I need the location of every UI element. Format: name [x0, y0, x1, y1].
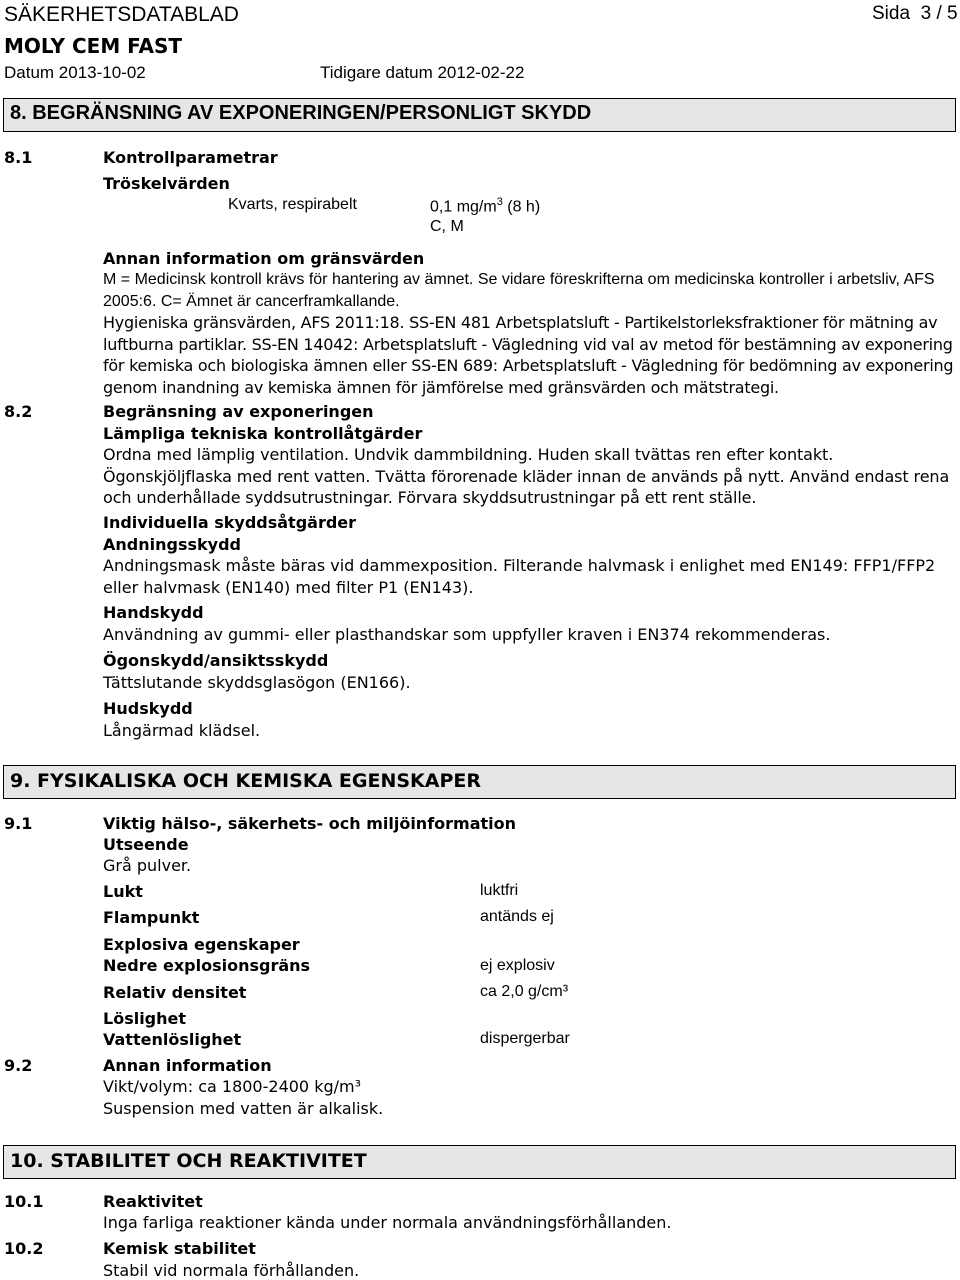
section-8-1-title: Kontrollparametrar: [103, 148, 278, 167]
hand-protection-text: Användning av gummi- eller plasthandskar som uppfyller kraven i EN374 rekommenderas.: [103, 625, 831, 644]
property-value: luktfri: [480, 882, 519, 899]
property-label: Relativ densitet: [103, 983, 247, 1002]
previous-date: Tidigare datum 2012-02-22: [320, 63, 525, 82]
property-label: Vattenlöslighet: [103, 1030, 242, 1049]
section-10-2-title: Kemisk stabilitet: [103, 1239, 256, 1258]
page-number: 3 / 5: [920, 3, 958, 24]
stability-text: Stabil vid normala förhållanden.: [103, 1261, 360, 1280]
respiratory-text: Andningsmask måste bäras vid dammexposition. Filterande halvmask i enlighet med EN149: FFP1/FFP2 eller halvmask (EN140) med filter P1 (EN143).: [103, 556, 936, 597]
eye-protection-text: Tättslutande skyddsglasögon (EN166).: [103, 673, 411, 692]
section-8-title: 8. BEGRÄNSNING AV EXPONERINGEN/PERSONLIGT SKYDD: [10, 102, 592, 124]
limit-value: [430, 196, 540, 216]
section-8-2-number: 8.2: [4, 402, 33, 421]
property-value: ca 2,0 g/cm³: [480, 983, 569, 1000]
section-9-title: 9. FYSIKALISKA OCH KEMISKA EGENSKAPER: [10, 770, 481, 792]
limit-value-period: (8 h): [502, 198, 541, 216]
section-10-2-number: 10.2: [4, 1239, 44, 1258]
threshold-heading: Tröskelvärden: [103, 174, 230, 193]
property-label: Löslighet: [103, 1009, 187, 1028]
technical-controls-text: Ordna med lämplig ventilation. Undvik dammbildning. Huden skall tvättas ren efter kontakt. Ögonskjöljflaska med rent vatten. Tvätta förorenade kläder innan de används på nytt. Använd endast rena och underhållade syddsutrustningar. Förvara skyddsutrustningar på ett rent ställe.: [103, 445, 950, 507]
section-10-header: [3, 1145, 956, 1179]
appearance-heading: Utseende: [103, 835, 189, 854]
other-info-heading: Annan information om gränsvärden: [103, 249, 425, 268]
limit-value-text: 0,1 mg/m: [430, 198, 497, 216]
property-value: antänds ej: [480, 908, 554, 925]
respiratory-heading: Andningsskydd: [103, 535, 241, 554]
appearance-value: Grå pulver.: [103, 856, 192, 875]
other-info-text: M = Medicinsk kontroll krävs för hantering av ämnet. Se vidare föreskrifterna om medicinska kontroller i arbetsliv, AFS 2005:6. C= Ämnet är cancerframkallande.: [103, 271, 935, 310]
property-value: ej explosiv: [480, 957, 555, 974]
section-8-1-number: 8.1: [4, 148, 33, 167]
document-date: Datum 2013-10-02: [4, 63, 146, 82]
property-label: Lukt: [103, 882, 143, 901]
skin-protection-text: Långärmad klädsel.: [103, 721, 261, 740]
alkaline-note: Suspension med vatten är alkalisk.: [103, 1099, 384, 1118]
section-9-2-number: 9.2: [4, 1056, 33, 1075]
property-label: Explosiva egenskaper: [103, 935, 300, 954]
limit-value-exponent: 3: [496, 196, 503, 208]
eye-protection-heading: Ögonskydd/ansiktsskydd: [103, 651, 329, 670]
section-9-1-number: 9.1: [4, 814, 33, 833]
density-line: Vikt/volym: ca 1800-2400 kg/m³: [103, 1077, 361, 1096]
technical-controls-heading: Lämpliga tekniska kontrollåtgärder: [103, 424, 423, 443]
section-9-header: [3, 765, 956, 799]
limits-references: Hygieniska gränsvärden, AFS 2011:18. SS-EN 481 Arbetsplatsluft - Partikelstorleksfraktioner för mätning av luftburna partiklar. SS-EN 14042: Arbetsplatsluft - Vägledning vid val av metod för bestämning av exponering för kemiska och biologiska ämnen eller SS-EN 689: Arbetsplatsluft - Vägledning för bedömning av exponering genom inandning av kemiska ämnen för jämförelse med gränsvärden och mätstrategi.: [103, 313, 954, 397]
substance-name: Kvarts, respirabelt: [228, 196, 357, 213]
section-9-1-title: Viktig hälso-, säkerhets- och miljöinformation: [103, 814, 517, 833]
limit-notes: C, M: [430, 218, 464, 235]
document-type: SÄKERHETSDATABLAD: [4, 3, 239, 26]
page-label: [872, 3, 958, 25]
section-8-header: [3, 98, 956, 132]
section-10-title: 10. STABILITET OCH REAKTIVITET: [10, 1150, 367, 1172]
skin-protection-heading: Hudskydd: [103, 699, 193, 718]
hand-protection-heading: Handskydd: [103, 603, 204, 622]
reactivity-text: Inga farliga reaktioner kända under normala användningsförhållanden.: [103, 1213, 672, 1232]
section-10-1-title: Reaktivitet: [103, 1192, 203, 1211]
property-value: dispergerbar: [480, 1030, 570, 1047]
section-9-2-title: Annan information: [103, 1056, 272, 1075]
page-label-text: Sida: [872, 3, 911, 24]
individual-protection-heading: Individuella skyddsåtgärder: [103, 513, 357, 532]
section-8-2-title: Begränsning av exponeringen: [103, 402, 374, 421]
property-label: Flampunkt: [103, 908, 200, 927]
property-label: Nedre explosionsgräns: [103, 956, 311, 975]
section-10-1-number: 10.1: [4, 1192, 44, 1211]
product-name: MOLY CEM FAST: [4, 34, 183, 58]
